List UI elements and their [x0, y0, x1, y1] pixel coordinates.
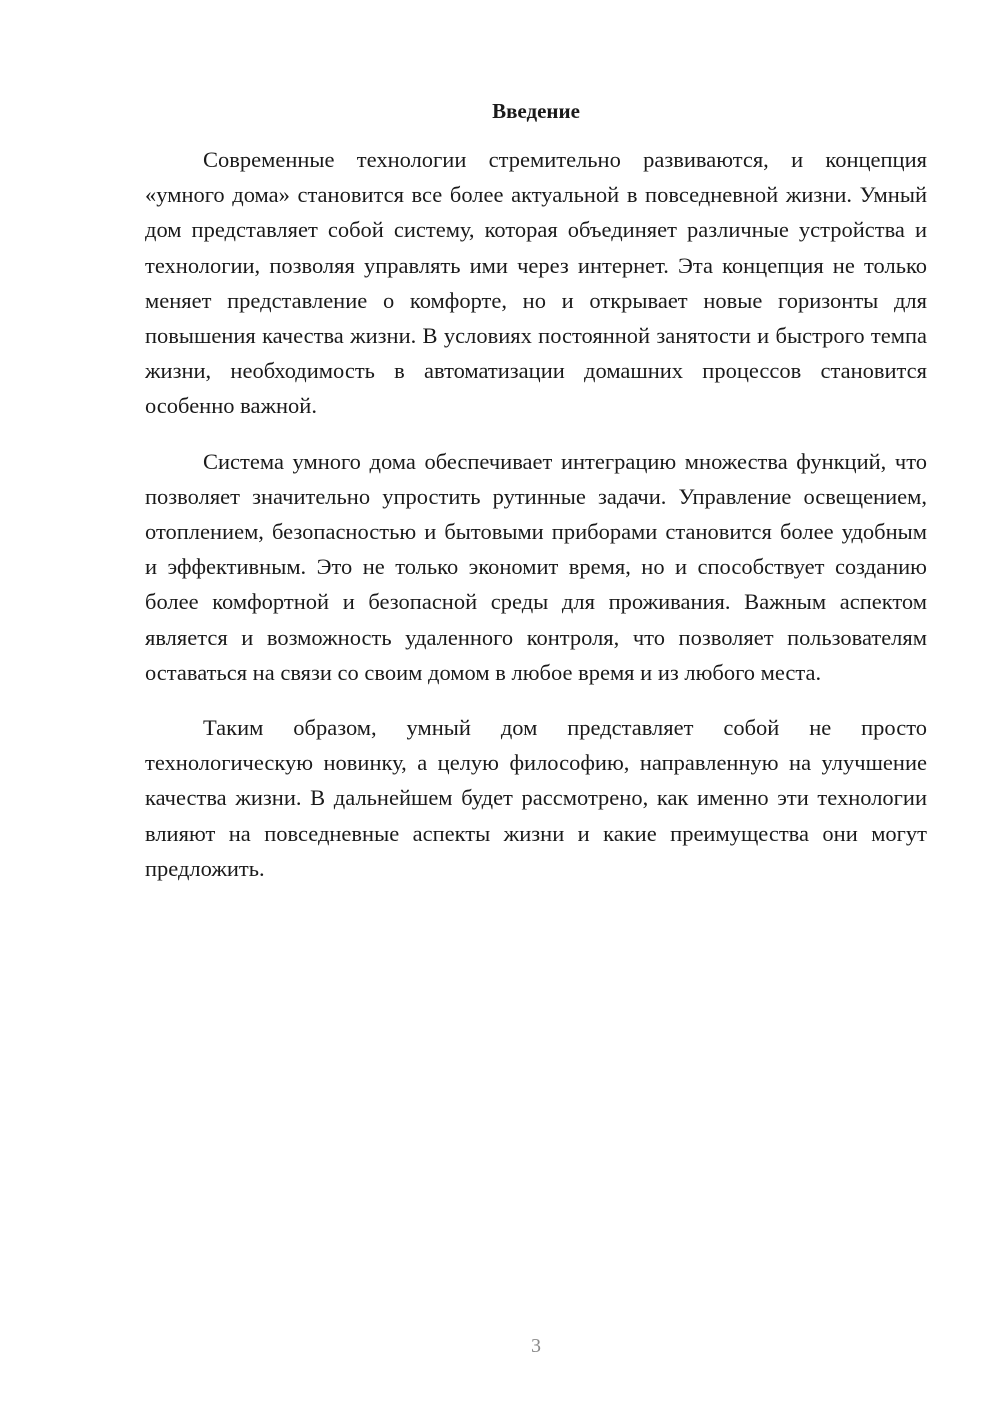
paragraph-3: Таким образом, умный дом представляет собой не просто технологическую новинку, а целую философию, направленную на улучшение качества жизни. В дальнейшем будет рассмотрено, как именно эти технологии влияют на повседневные аспекты жизни и какие преимущества они могут предложить.	[145, 715, 927, 881]
paragraph-2: Система умного дома обеспечивает интеграцию множества функций, что позволяет значительно упростить рутинные задачи. Управление освещением, отоплением, безопасностью и бытовыми приборами становится более удобным и эффективным. Это не только экономит время, но и способствует созданию более комфортной и безопасной среды для проживания. Важным аспектом является и возможность удаленного контроля, что позволяет пользователям оставаться на связи со своим домом в любое время и из любого места.	[145, 448, 927, 685]
page-number: 3	[531, 1335, 541, 1357]
paragraph-1: Современные технологии стремительно развиваются, и концепция «умного дома» становится все более актуальной в повседневной жизни. Умный дом представляет собой систему, которая объединяет различные устройства и технологии, позволяя управлять ими через интернет. Эта концепция не только меняет представление о комфорте, но и открывает новые горизонты для повышения качества жизни. В условиях постоянной занятости и быстрого темпа жизни, необходимость в автоматизации домашних процессов становится особенно важной.	[145, 147, 927, 419]
section-title: Введение	[492, 99, 580, 123]
body-text	[145, 142, 927, 906]
